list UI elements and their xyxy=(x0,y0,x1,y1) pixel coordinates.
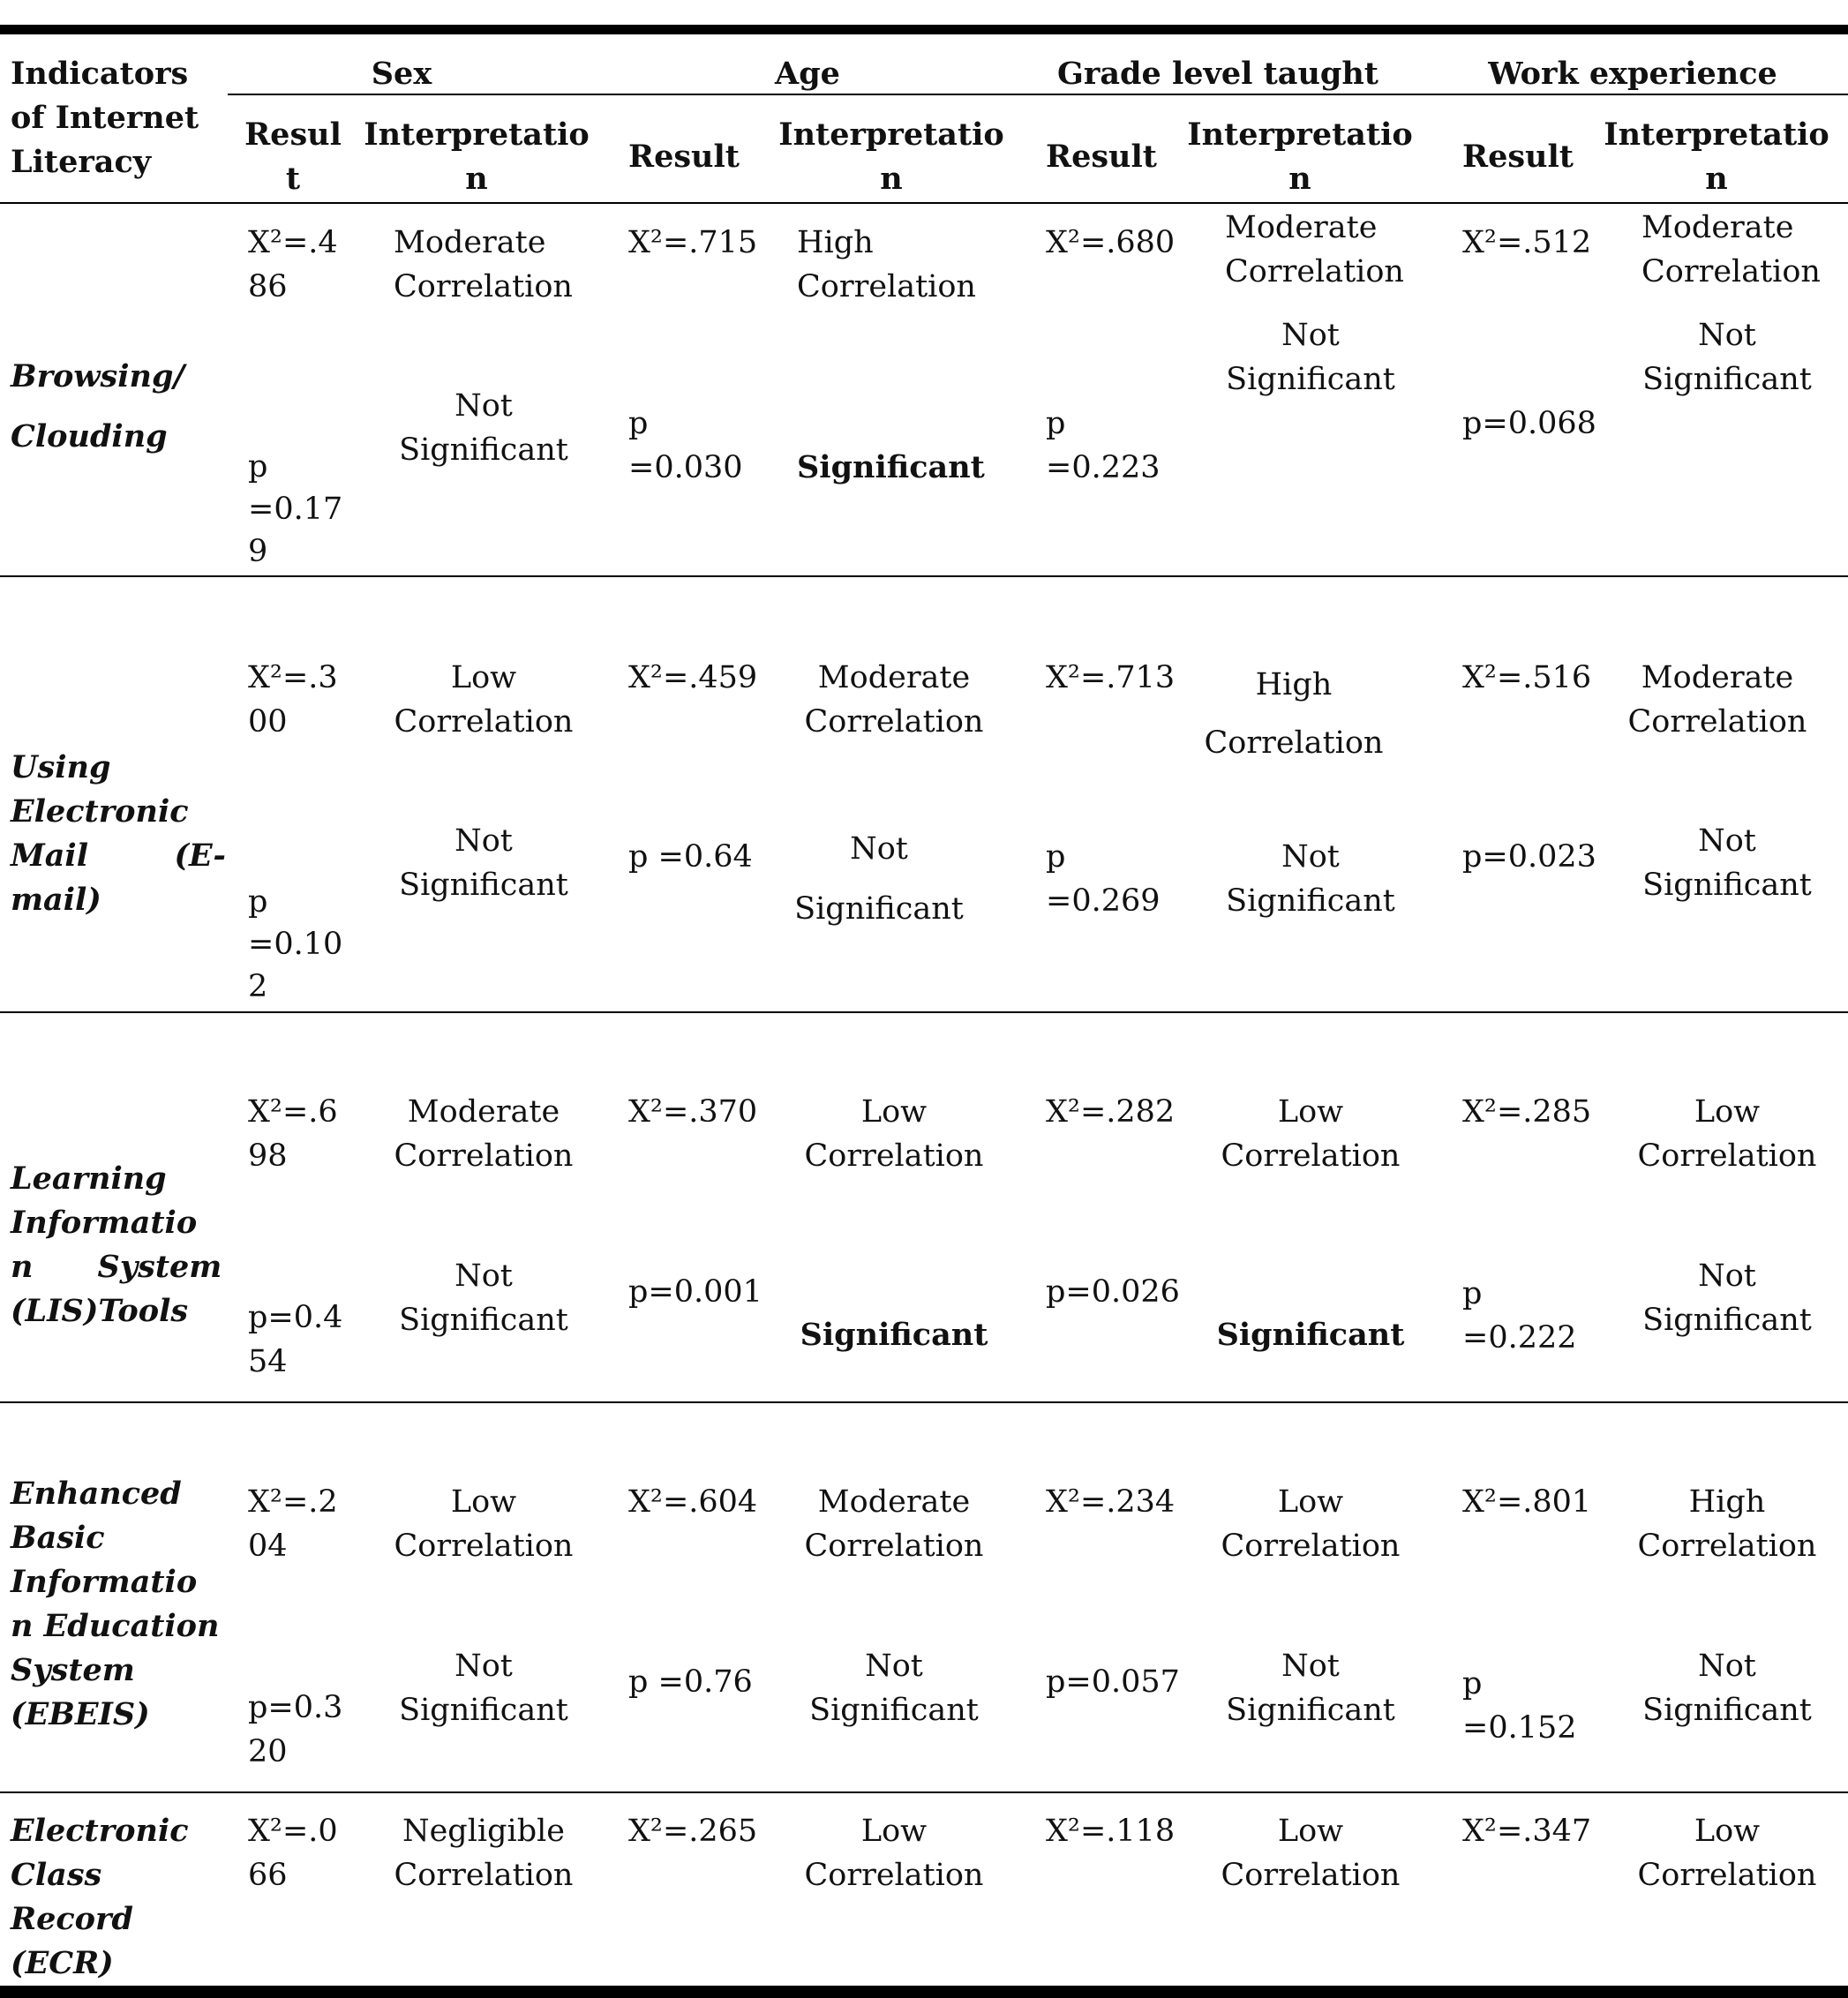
sex-chi-square: X²=.3 00 xyxy=(248,660,338,740)
work-correlation: Low Correlation xyxy=(1637,1814,1817,1893)
age-significance: Significant xyxy=(800,1317,988,1353)
sex-p-value: p =0.10 2 xyxy=(248,884,343,1004)
header-group-grade: Grade level taught xyxy=(1057,56,1378,92)
work-significance: Not Significant xyxy=(1642,823,1812,903)
age-correlation: Low Correlation xyxy=(804,1094,984,1174)
work-chi-square: X²=.801 xyxy=(1462,1484,1592,1520)
grade-p-value: p =0.269 xyxy=(1046,839,1161,919)
work-chi-square: X²=.516 xyxy=(1462,660,1592,695)
sex-correlation: Low Correlation xyxy=(394,1484,574,1564)
work-p-value: p =0.222 xyxy=(1462,1276,1577,1356)
work-significance: Not Significant xyxy=(1642,318,1812,397)
age-p-value: p =0.64 xyxy=(628,839,753,875)
header-sex-interpretation: Interpretatio n xyxy=(364,116,590,197)
grade-significance: Not Significant xyxy=(1226,839,1395,919)
indicator-label: Electronic Class Record (ECR) xyxy=(11,1813,189,1981)
work-chi-square: X²=.347 xyxy=(1462,1814,1592,1849)
age-significance: Significant xyxy=(797,449,985,485)
header-indicators: Indicators of Internet Literacy xyxy=(11,56,199,180)
work-correlation: Moderate Correlation xyxy=(1627,660,1807,740)
age-correlation: Moderate Correlation xyxy=(804,660,984,740)
grade-chi-square: X²=.282 xyxy=(1046,1094,1176,1130)
sex-significance: Not Significant xyxy=(399,1649,568,1728)
grade-chi-square: X²=.680 xyxy=(1046,225,1176,260)
row-divider-4 xyxy=(0,1791,1848,1793)
work-correlation: High Correlation xyxy=(1637,1484,1817,1564)
row-divider-3 xyxy=(0,1401,1848,1403)
sex-correlation: Low Correlation xyxy=(394,660,574,740)
header-work-interpretation: Interpretatio n xyxy=(1604,116,1829,197)
header-bottom-rule xyxy=(0,202,1848,204)
grade-correlation: Low Correlation xyxy=(1221,1814,1401,1893)
header-work-result: Result xyxy=(1462,139,1574,175)
grade-significance: Not Significant xyxy=(1226,1649,1395,1728)
work-correlation: Moderate Correlation xyxy=(1641,210,1821,289)
sex-chi-square: X²=.2 04 xyxy=(248,1484,338,1564)
header-group-sex: Sex xyxy=(371,56,432,92)
grade-p-value: p=0.026 xyxy=(1046,1274,1180,1310)
grade-chi-square: X²=.118 xyxy=(1046,1814,1176,1849)
grade-p-value: p =0.223 xyxy=(1046,406,1161,485)
work-p-value: p=0.023 xyxy=(1462,839,1596,875)
work-correlation: Low Correlation xyxy=(1637,1094,1817,1174)
row-divider-2 xyxy=(0,1011,1848,1013)
sex-correlation: Moderate Correlation xyxy=(394,1094,574,1174)
grade-chi-square: X²=.234 xyxy=(1046,1484,1176,1520)
work-significance: Not Significant xyxy=(1642,1649,1812,1728)
header-grade-result: Result xyxy=(1046,139,1157,175)
header-age-interpretation: Interpretatio n xyxy=(778,116,1004,197)
age-p-value: p =0.76 xyxy=(628,1664,753,1700)
indicator-label: Browsing/ Clouding xyxy=(11,358,185,454)
row-divider-1 xyxy=(0,575,1848,577)
grade-chi-square: X²=.713 xyxy=(1046,660,1176,695)
grade-p-value: p=0.057 xyxy=(1046,1664,1180,1700)
indicator-label: Using Electronic Mail (E- mail) xyxy=(11,749,226,918)
age-chi-square: X²=.459 xyxy=(628,660,758,695)
sex-significance: Not Significant xyxy=(399,1258,568,1338)
age-correlation: Low Correlation xyxy=(804,1814,984,1893)
age-chi-square: X²=.370 xyxy=(628,1094,758,1130)
age-p-value: p=0.001 xyxy=(628,1274,762,1310)
sex-chi-square: X²=.0 66 xyxy=(248,1814,338,1893)
sex-significance: Not Significant xyxy=(399,388,568,468)
sex-p-value: p=0.4 54 xyxy=(248,1300,343,1379)
grade-significance: Significant xyxy=(1216,1317,1405,1353)
header-group-work: Work experience xyxy=(1488,56,1777,92)
work-p-value: p=0.068 xyxy=(1462,406,1596,441)
age-chi-square: X²=.715 xyxy=(628,225,758,260)
header-grade-interpretation: Interpretatio n xyxy=(1187,116,1413,197)
age-chi-square: X²=.604 xyxy=(628,1484,758,1520)
sex-chi-square: X²=.6 98 xyxy=(248,1094,338,1174)
indicator-label: Learning Informatio n System (LIS)Tools xyxy=(11,1160,222,1329)
sex-p-value: p =0.17 9 xyxy=(248,449,343,569)
grade-correlation: Low Correlation xyxy=(1221,1484,1401,1564)
grade-significance: Not Significant xyxy=(1226,318,1395,397)
header-age-result: Result xyxy=(628,139,740,175)
indicator-label: Enhanced Basic Informatio n Education System (EBEIS) xyxy=(11,1476,220,1732)
sex-significance: Not Significant xyxy=(399,823,568,903)
age-correlation: Moderate Correlation xyxy=(804,1484,984,1564)
grade-correlation: High Correlation xyxy=(1204,667,1384,761)
sex-correlation: Moderate Correlation xyxy=(394,225,573,304)
age-chi-square: X²=.265 xyxy=(628,1814,758,1849)
age-significance: Not Significant xyxy=(809,1649,979,1728)
header-sex-result: Resul t xyxy=(244,116,342,197)
work-p-value: p =0.152 xyxy=(1462,1666,1577,1746)
grade-correlation: Low Correlation xyxy=(1221,1094,1401,1174)
work-significance: Not Significant xyxy=(1642,1258,1812,1338)
header-group-age: Age xyxy=(775,56,840,92)
age-significance: Not Significant xyxy=(794,831,964,927)
age-correlation: High Correlation xyxy=(797,225,976,304)
work-chi-square: X²=.512 xyxy=(1462,225,1592,260)
grade-correlation: Moderate Correlation xyxy=(1225,210,1404,289)
top-rule xyxy=(0,25,1848,34)
sex-correlation: Negligible Correlation xyxy=(394,1814,574,1893)
age-p-value: p =0.030 xyxy=(628,406,743,485)
sex-chi-square: X²=.4 86 xyxy=(248,225,338,304)
bottom-rule xyxy=(0,1986,1848,1998)
sex-p-value: p=0.3 20 xyxy=(248,1690,343,1769)
work-chi-square: X²=.285 xyxy=(1462,1094,1592,1130)
